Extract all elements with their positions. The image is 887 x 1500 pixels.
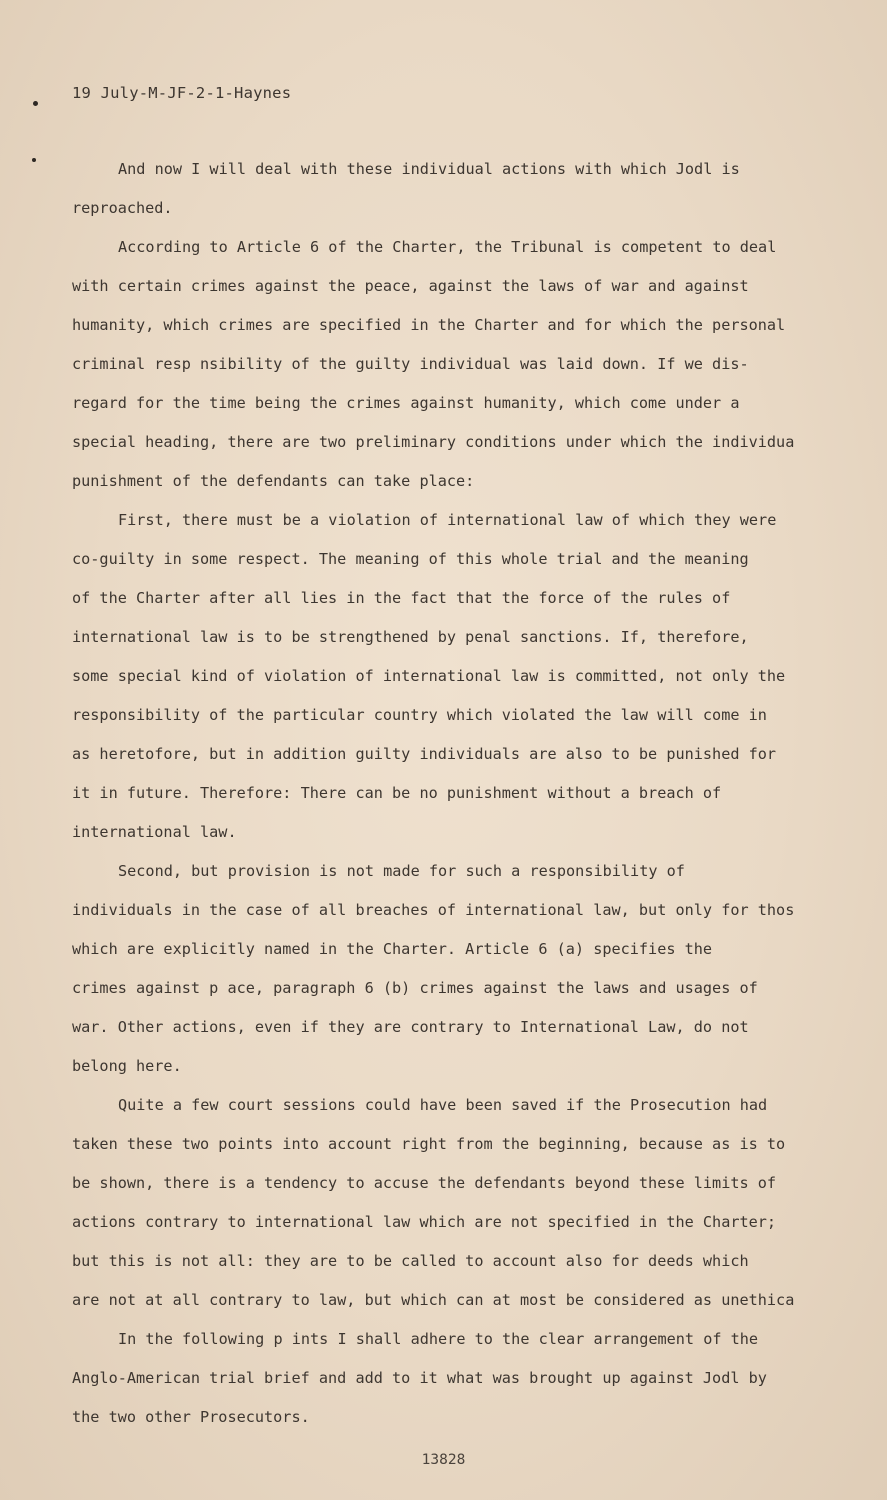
text-line: humanity, which crimes are specified in the Charter and for which the personal (72, 316, 786, 334)
page-number: 13828 (421, 1452, 466, 1468)
text-line: criminal resp nsibility of the guilty individual was laid down. If we dis- (72, 355, 749, 373)
text-line: special heading, there are two preliminary conditions under which the individua (72, 433, 795, 451)
text-line: of the Charter after all lies in the fact that the force of the rules of (72, 589, 731, 607)
text-line: taken these two points into account right from the beginning, because as is to (72, 1135, 786, 1153)
text-line: belong here. (72, 1057, 182, 1075)
text-line: And now I will deal with these individual actions with which Jodl is (118, 160, 740, 178)
text-line: but this is not all: they are to be called to account also for deeds which (72, 1252, 749, 1270)
text-line: international law is to be strengthened by penal sanctions. If, therefore, (72, 628, 749, 646)
text-line: the two other Prosecutors. (72, 1408, 310, 1426)
text-line: responsibility of the particular country which violated the law will come in (72, 706, 767, 724)
text-line: which are explicitly named in the Charter. Article 6 (a) specifies the (72, 940, 713, 958)
text-line: are not at all contrary to law, but which can at most be considered as unethica (72, 1291, 795, 1309)
document-header: 19 July-M-JF-2-1-Haynes (72, 84, 292, 102)
text-line: as heretofore, but in addition guilty individuals are also to be punished for (72, 745, 777, 763)
text-line: First, there must be a violation of international law of which they were (118, 511, 777, 529)
text-line: Second, but provision is not made for such a responsibility of (118, 862, 685, 880)
text-line: war. Other actions, even if they are contrary to International Law, do not (72, 1018, 749, 1036)
text-line: punishment of the defendants can take place: (72, 472, 475, 490)
text-line: be shown, there is a tendency to accuse the defendants beyond these limits of (72, 1174, 777, 1192)
text-line: regard for the time being the crimes against humanity, which come under a (72, 394, 740, 412)
punch-mark (32, 158, 36, 162)
text-line: crimes against p ace, paragraph 6 (b) crimes against the laws and usages of (72, 979, 758, 997)
text-line: some special kind of violation of international law is committed, not only the (72, 667, 786, 685)
text-line: co-guilty in some respect. The meaning of this whole trial and the meaning (72, 550, 749, 568)
text-line: Quite a few court sessions could have been saved if the Prosecution had (118, 1096, 768, 1114)
text-line: According to Article 6 of the Charter, the Tribunal is competent to deal (118, 238, 777, 256)
text-line: actions contrary to international law which are not specified in the Charter; (72, 1213, 777, 1231)
text-line: Anglo-American trial brief and add to it what was brought up against Jodl by (72, 1369, 767, 1387)
text-line: reproached. (72, 199, 173, 217)
punch-mark (33, 101, 38, 106)
text-line: international law. (72, 823, 237, 841)
text-line: individuals in the case of all breaches of international law, but only for thos (72, 901, 795, 919)
text-line: it in future. Therefore: There can be no punishment without a breach of (72, 784, 722, 802)
document-body (72, 150, 842, 1437)
text-line: In the following p ints I shall adhere to the clear arrangement of the (118, 1330, 759, 1348)
text-line: with certain crimes against the peace, against the laws of war and against (72, 277, 749, 295)
